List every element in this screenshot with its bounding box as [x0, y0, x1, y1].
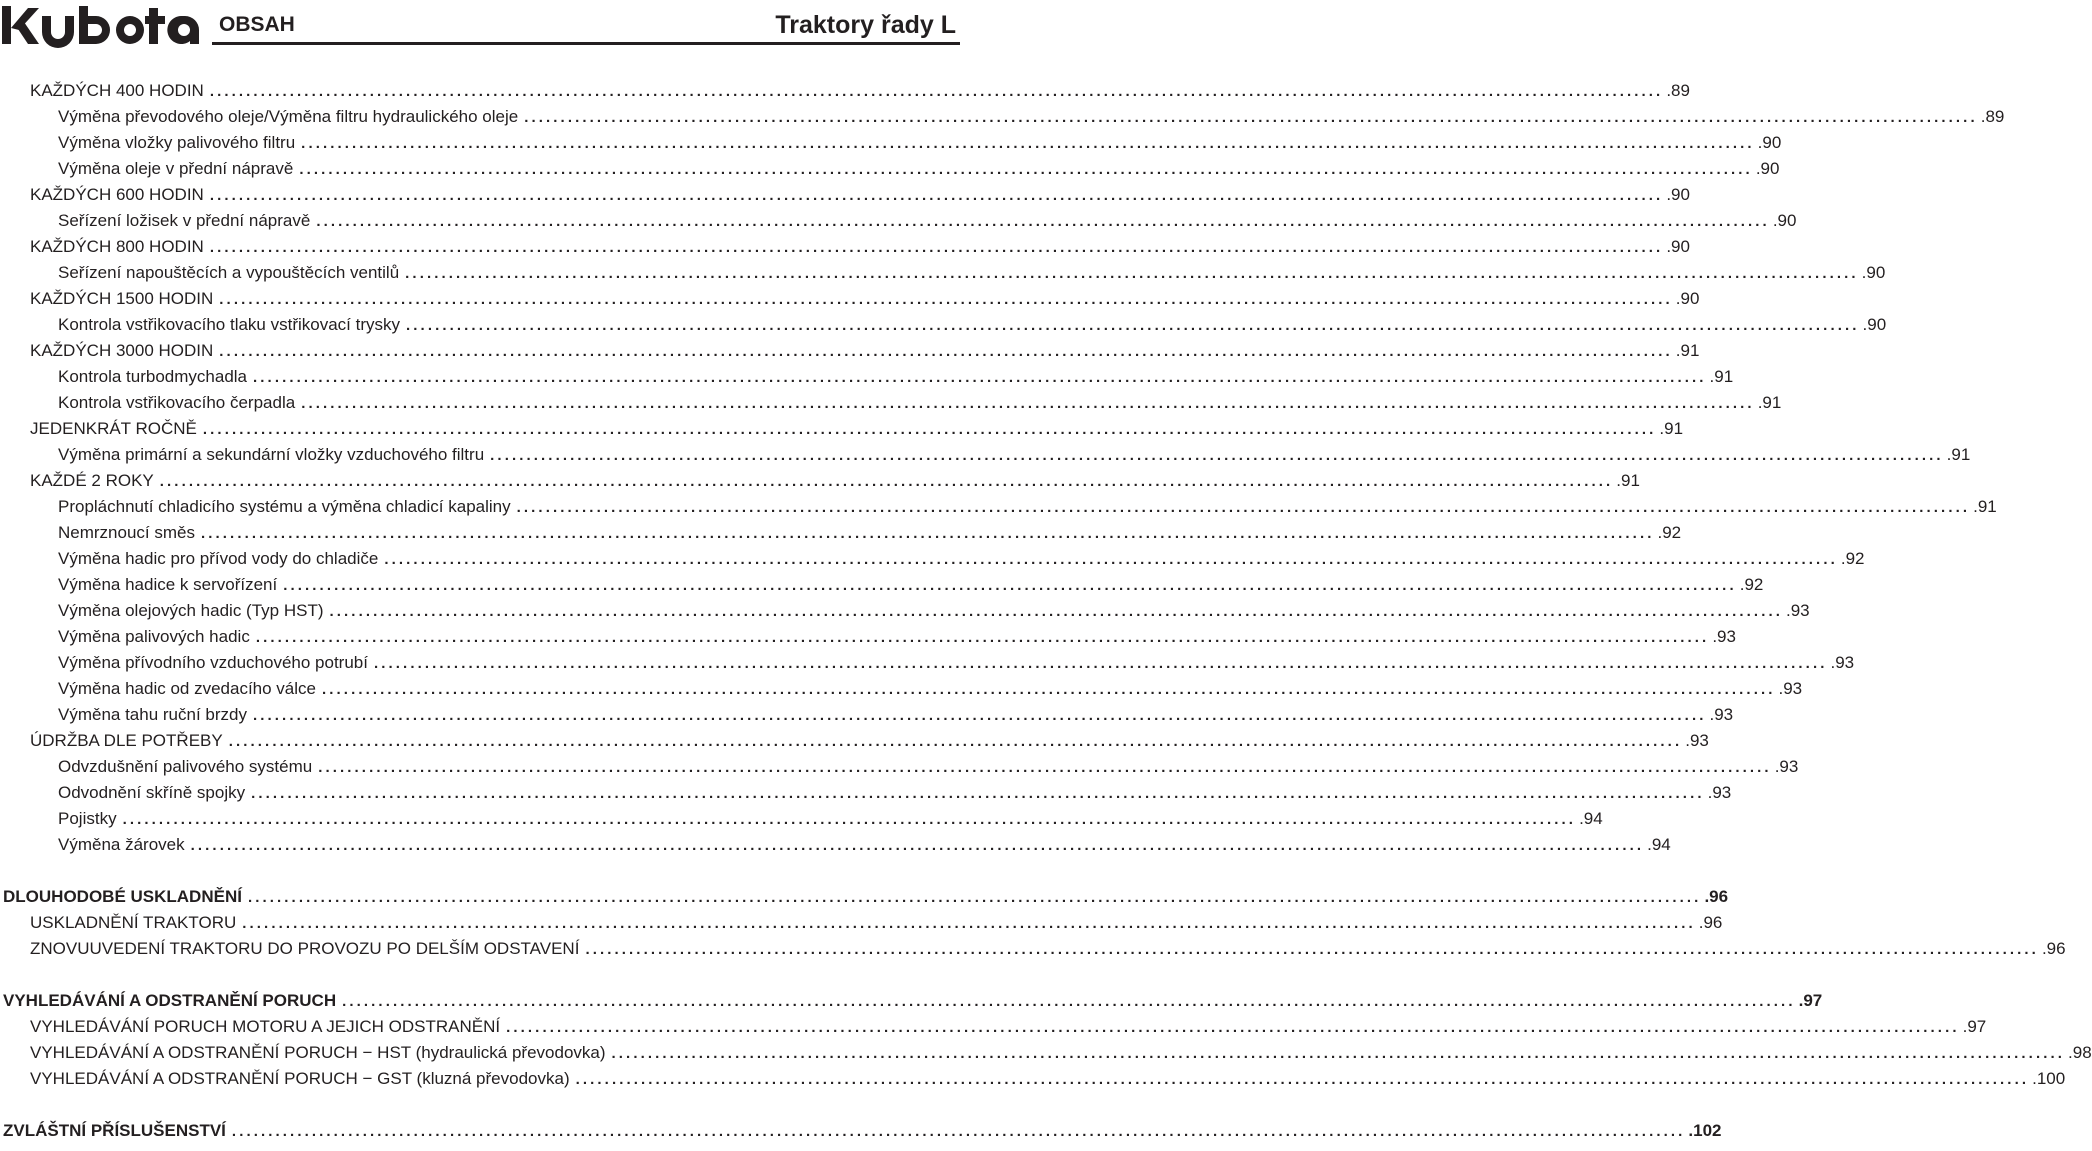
toc-entry-page: .91	[1946, 445, 1971, 464]
toc-entry[interactable]	[0, 104, 2005, 130]
toc-entry-label: KAŽDÝCH 600 HODIN	[30, 185, 204, 204]
toc-entry[interactable]	[0, 390, 1782, 416]
toc-entry[interactable]	[0, 832, 1671, 858]
toc-leader-dots: ........................................................................................................................................................................................................	[190, 837, 1645, 854]
toc-gap	[0, 962, 954, 988]
toc-entry-page: .97	[1962, 1017, 1987, 1036]
toc-entry-label: Odvodnění skříně spojky	[58, 783, 246, 802]
toc-entry-label: Výměna převodového oleje/Výměna filtru hydraulického oleje	[58, 107, 519, 126]
toc-entry[interactable]	[0, 1040, 2092, 1066]
toc-entry-label: Propláchnutí chladicího systému a výměna chladicí kapaliny	[58, 497, 511, 516]
toc-entry-label: VYHLEDÁVÁNÍ A ODSTRANĚNÍ PORUCH − HST (hydraulická převodovka)	[30, 1043, 606, 1062]
toc-leader-dots: ........................................................................................................................................................................................................	[318, 759, 1772, 776]
toc-entry[interactable]	[0, 884, 1729, 910]
toc-leader-dots: ........................................................................................................................................................................................................	[516, 499, 1971, 516]
toc-entry-page: .90	[1755, 159, 1780, 178]
toc-entry-page: .97	[1798, 991, 1823, 1010]
toc-entry-page: .89	[1666, 81, 1690, 100]
toc-entry-page: .91	[1709, 367, 1734, 386]
toc-entry-page: .89	[1980, 107, 2005, 126]
toc-entry[interactable]	[0, 312, 1887, 338]
toc-entry-label: KAŽDÝCH 800 HODIN	[30, 237, 204, 256]
toc-entry-page: .91	[1757, 393, 1782, 412]
toc-entry[interactable]	[0, 598, 1810, 624]
toc-leader-dots: ........................................................................................................................................................................................................	[209, 83, 1664, 100]
toc-leader-dots: ........................................................................................................................................................................................................	[301, 395, 1755, 412]
toc-entry-label: Výměna tahu ruční brzdy	[58, 705, 247, 724]
toc-leader-dots: ........................................................................................................................................................................................................	[524, 109, 1978, 126]
toc-leader-dots: ........................................................................................................................................................................................................	[342, 993, 1796, 1010]
toc-entry-page: .93	[1712, 627, 1736, 646]
toc-entry-page: .91	[1675, 341, 1700, 360]
toc-entry[interactable]	[0, 988, 1823, 1014]
toc-entry-label: ZNOVUUVEDENÍ TRAKTORU DO PROVOZU PO DELŠÍM ODSTAVENÍ	[30, 939, 580, 958]
toc-leader-dots: ........................................................................................................................................................................................................	[490, 447, 1944, 464]
toc-gap	[0, 858, 954, 884]
toc-entry[interactable]	[0, 364, 1734, 390]
toc-entry[interactable]	[0, 1014, 1987, 1040]
toc-leader-dots: ........................................................................................................................................................................................................	[322, 681, 1776, 698]
toc-entry[interactable]	[0, 182, 1690, 208]
toc-leader-dots: ........................................................................................................................................................................................................	[299, 161, 1753, 178]
toc-entry-label: Výměna žárovek	[58, 835, 185, 854]
toc-leader-dots: ........................................................................................................................................................................................................	[209, 187, 1664, 204]
toc-entry-label: VYHLEDÁVÁNÍ A ODSTRANĚNÍ PORUCH − GST (kluzná převodovka)	[30, 1069, 570, 1088]
toc-entry[interactable]	[0, 702, 1734, 728]
toc-entry-page: .90	[1862, 315, 1887, 334]
toc-entry-page: .90	[1861, 263, 1886, 282]
toc-entry-label: Výměna hadice k servořízení	[58, 575, 278, 594]
toc-leader-dots: ........................................................................................................................................................................................................	[406, 317, 1860, 334]
toc-entry-page: .98	[2068, 1043, 2092, 1062]
toc-leader-dots: ........................................................................................................................................................................................................	[159, 473, 1614, 490]
toc-entry-label: Seřízení ložisek v přední nápravě	[58, 211, 311, 230]
toc-entry-page: .93	[1707, 783, 1732, 802]
toc-entry[interactable]	[0, 494, 1997, 520]
toc-entry-label: KAŽDÝCH 400 HODIN	[30, 81, 204, 100]
document-title: Traktory řady L	[775, 11, 956, 39]
toc-entry-page: .91	[1973, 497, 1997, 516]
toc-leader-dots: ........................................................................................................................................................................................................	[316, 213, 1770, 230]
toc-entry-page: .94	[1647, 835, 1671, 854]
toc-entry-label: Výměna olejových hadic (Typ HST)	[58, 601, 324, 620]
toc-leader-dots: ........................................................................................................................................................................................................	[329, 603, 1783, 620]
toc-entry[interactable]	[0, 780, 1732, 806]
toc-entry-page: .93	[1709, 705, 1734, 724]
toc-entry[interactable]	[0, 676, 1803, 702]
toc-entry-label: DLOUHODOBÉ USKLADNĚNÍ	[3, 887, 242, 906]
page-header	[0, 0, 960, 48]
toc-entry[interactable]	[0, 286, 1700, 312]
toc-entry-page: .91	[1659, 419, 1684, 438]
toc-entry-page: .96	[2041, 939, 2066, 958]
toc-entry-label: KAŽDÝCH 3000 HODIN	[30, 341, 214, 360]
toc-entry-label: Kontrola vstřikovacího tlaku vstřikovací trysky	[58, 315, 401, 334]
toc-entry-page: .96	[1704, 887, 1729, 906]
toc-leader-dots: ........................................................................................................................................................................................................	[405, 265, 1859, 282]
toc-entry[interactable]	[0, 468, 1640, 494]
toc-entry-page: .92	[1840, 549, 1865, 568]
toc-leader-dots: ........................................................................................................................................................................................................	[252, 707, 1707, 724]
toc-entry-label: Výměna hadic pro přívod vody do chladiče	[58, 549, 379, 568]
toc-leader-dots: ........................................................................................................................................................................................................	[384, 551, 1838, 568]
toc-entry-label: Výměna primární a sekundární vložky vzduchového filtru	[58, 445, 485, 464]
toc-entry-label: Výměna hadic od zvedacího válce	[58, 679, 316, 698]
toc-leader-dots: ........................................................................................................................................................................................................	[301, 135, 1755, 152]
toc-leader-dots: ........................................................................................................................................................................................................	[202, 421, 1657, 438]
toc-entry[interactable]	[0, 416, 1684, 442]
toc-entry-label: Výměna přívodního vzduchového potrubí	[58, 653, 368, 672]
toc-entry-page: .93	[1685, 731, 1709, 750]
toc-leader-dots: ........................................................................................................................................................................................................	[231, 1123, 1686, 1140]
toc-leader-dots: ........................................................................................................................................................................................................	[373, 655, 1828, 672]
toc-entry[interactable]	[0, 936, 2066, 962]
toc-entry-page: .92	[1657, 523, 1682, 542]
toc-leader-dots: ........................................................................................................................................................................................................	[251, 785, 1705, 802]
toc-gap	[0, 1092, 954, 1118]
toc-entry-page: .92	[1739, 575, 1764, 594]
toc-leader-dots: ........................................................................................................................................................................................................	[219, 291, 1673, 308]
header-rule	[212, 42, 960, 45]
toc-entry[interactable]	[0, 910, 1723, 936]
toc-entry-page: .94	[1579, 809, 1603, 828]
toc-entry-page: .90	[1675, 289, 1700, 308]
toc-entry-page: .93	[1830, 653, 1855, 672]
toc-entry-label: Pojistky	[58, 809, 117, 828]
toc-leader-dots: ........................................................................................................................................................................................................	[209, 239, 1664, 256]
toc-leader-dots: ........................................................................................................................................................................................................	[122, 811, 1577, 828]
toc-entry-page: .100	[2032, 1069, 2066, 1088]
toc-entry-label: Nemrznoucí směs	[58, 523, 195, 542]
toc-leader-dots: ........................................................................................................................................................................................................	[219, 343, 1673, 360]
toc-leader-dots: ........................................................................................................................................................................................................	[283, 577, 1737, 594]
toc-entry[interactable]	[0, 338, 1700, 364]
toc-leader-dots: ........................................................................................................................................................................................................	[506, 1019, 1960, 1036]
toc-entry-label: ÚDRŽBA DLE POTŘEBY	[30, 731, 223, 750]
toc-leader-dots: ........................................................................................................................................................................................................	[611, 1045, 2066, 1062]
toc-entry-label: Kontrola turbodmychadla	[58, 367, 248, 386]
toc-entry-page: .93	[1778, 679, 1803, 698]
toc-entry[interactable]	[0, 260, 1886, 286]
toc-entry[interactable]	[0, 156, 1780, 182]
toc-entry-label: VYHLEDÁVÁNÍ A ODSTRANĚNÍ PORUCH	[3, 991, 337, 1010]
toc-entry[interactable]	[0, 624, 1736, 650]
toc-entry-page: .96	[1698, 913, 1723, 932]
toc-entry-label: KAŽDÉ 2 ROKY	[30, 471, 154, 490]
toc-leader-dots: ........................................................................................................................................................................................................	[247, 889, 1702, 906]
table-of-contents	[0, 78, 2092, 1144]
toc-leader-dots: ........................................................................................................................................................................................................	[228, 733, 1683, 750]
toc-entry-label: ZVLÁŠTNÍ PŘÍSLUŠENSTVÍ	[3, 1121, 226, 1140]
toc-entry[interactable]	[0, 1118, 1722, 1144]
toc-entry[interactable]	[0, 728, 1709, 754]
toc-entry-label: Výměna palivových hadic	[58, 627, 250, 646]
toc-leader-dots: ........................................................................................................................................................................................................	[255, 629, 1710, 646]
toc-entry[interactable]	[0, 208, 1797, 234]
toc-leader-dots: ........................................................................................................................................................................................................	[253, 369, 1707, 386]
toc-entry[interactable]	[0, 650, 1855, 676]
toc-entry-page: .90	[1772, 211, 1797, 230]
toc-entry[interactable]	[0, 442, 1971, 468]
toc-entry[interactable]	[0, 520, 1682, 546]
kubota-logo-icon	[2, 4, 207, 46]
toc-entry-label: Výměna vložky palivového filtru	[58, 133, 296, 152]
toc-entry-label: USKLADNĚNÍ TRAKTORU	[30, 913, 237, 932]
toc-entry-page: .90	[1757, 133, 1782, 152]
toc-entry-page: .93	[1786, 601, 1810, 620]
toc-entry-label: Seřízení napouštěcích a vypouštěcích ventilů	[58, 263, 400, 282]
toc-entry-page: .90	[1666, 237, 1690, 256]
toc-entry-label: Výměna oleje v přední nápravě	[58, 159, 294, 178]
toc-leader-dots: ........................................................................................................................................................................................................	[200, 525, 1655, 542]
toc-entry[interactable]	[0, 572, 1764, 598]
toc-entry[interactable]	[0, 806, 1603, 832]
toc-leader-dots: ........................................................................................................................................................................................................	[242, 915, 1696, 932]
toc-entry[interactable]	[0, 1066, 2066, 1092]
toc-entry-label: KAŽDÝCH 1500 HODIN	[30, 289, 214, 308]
toc-entry[interactable]	[0, 78, 1690, 104]
toc-entry[interactable]	[0, 754, 1799, 780]
toc-entry[interactable]	[0, 234, 1690, 260]
toc-leader-dots: ........................................................................................................................................................................................................	[585, 941, 2039, 958]
toc-leader-dots: ........................................................................................................................................................................................................	[575, 1071, 2030, 1088]
toc-entry-label: Odvzdušnění palivového systému	[58, 757, 313, 776]
toc-entry-label: Kontrola vstřikovacího čerpadla	[58, 393, 296, 412]
toc-entry-page: .91	[1616, 471, 1640, 490]
toc-entry[interactable]	[0, 546, 1865, 572]
toc-entry-label: JEDENKRÁT ROČNĚ	[30, 419, 197, 438]
toc-entry-page: .102	[1688, 1121, 1722, 1140]
toc-entry-page: .90	[1666, 185, 1690, 204]
toc-entry-page: .93	[1774, 757, 1799, 776]
section-title: OBSAH	[219, 13, 295, 36]
toc-entry-label: VYHLEDÁVÁNÍ PORUCH MOTORU A JEJICH ODSTRANĚNÍ	[30, 1017, 501, 1036]
toc-entry[interactable]	[0, 130, 1782, 156]
